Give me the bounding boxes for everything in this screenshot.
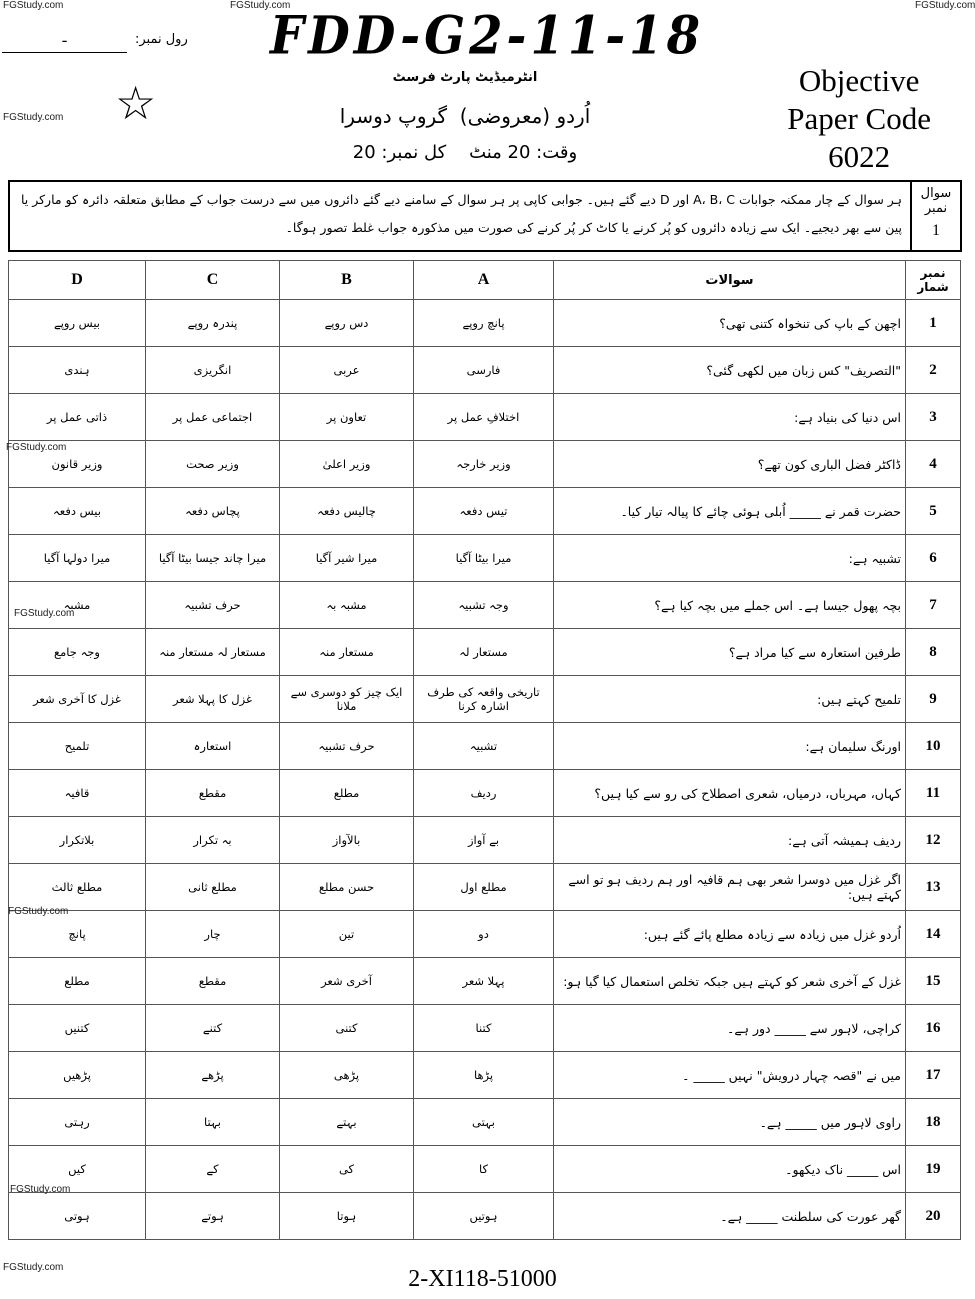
table-header bbox=[9, 261, 961, 300]
table-row bbox=[9, 864, 961, 911]
question-number: 7 bbox=[906, 582, 961, 629]
group: گروپ دوسرا bbox=[339, 104, 448, 128]
instructions-text: ہر سوال کے چار ممکنہ جوابات A، B، C اور D دیے گئے ہیں۔ جوابی کاپی پر ہر سوال کے سامنے دیے گئے دائروں میں سے درست جواب کے مطابق متعلقہ دائرہ کو مارکر یا پین سے بھر دیجیے۔ ایک سے زیادہ دائروں کو پُر کرنے یا کاٹ کر پُر کرنے کی صورت میں مذکورہ جواب غلط تصور ہوگا۔ bbox=[20, 192, 902, 235]
option-b: پڑھی bbox=[280, 1052, 414, 1099]
question-text: تلمیح کہتے ہیں: bbox=[554, 676, 906, 723]
option-b: بہتے bbox=[280, 1099, 414, 1146]
question-text: راوی لاہور میں _____ ہے۔ bbox=[554, 1099, 906, 1146]
option-d: میرا دولہا آگیا bbox=[9, 535, 146, 582]
paper-code-block bbox=[787, 62, 931, 176]
table-row bbox=[9, 535, 961, 582]
question-text: اس _____ ناک دیکھو۔ bbox=[554, 1146, 906, 1193]
option-c: پچاس دفعہ bbox=[146, 488, 280, 535]
question-number: 18 bbox=[906, 1099, 961, 1146]
option-d: ہندی bbox=[9, 347, 146, 394]
watermark: FGStudy.com bbox=[10, 1184, 71, 1195]
question-number: 12 bbox=[906, 817, 961, 864]
table-row bbox=[9, 394, 961, 441]
question-number-cell bbox=[910, 182, 960, 250]
watermark: FGStudy.com bbox=[3, 1262, 64, 1273]
question-text: ردیف ہمیشہ آتی ہے: bbox=[554, 817, 906, 864]
option-b: مطلع bbox=[280, 770, 414, 817]
option-c: استعارہ bbox=[146, 723, 280, 770]
table-row bbox=[9, 1099, 961, 1146]
question-number: 13 bbox=[906, 864, 961, 911]
option-a: ردیف bbox=[414, 770, 554, 817]
option-b: ہوتا bbox=[280, 1193, 414, 1240]
option-d: غزل کا آخری شعر bbox=[9, 676, 146, 723]
table-row bbox=[9, 441, 961, 488]
option-b: حرف تشبیہ bbox=[280, 723, 414, 770]
option-c: ہوتے bbox=[146, 1193, 280, 1240]
question-text: کہاں، مہرباں، درمیاں، شعری اصطلاح کی رو سے کیا ہیں؟ bbox=[554, 770, 906, 817]
option-a: بہتی bbox=[414, 1099, 554, 1146]
option-a: ہوتیں bbox=[414, 1193, 554, 1240]
question-number: 15 bbox=[906, 958, 961, 1005]
option-b: تعاون پر bbox=[280, 394, 414, 441]
option-a: تیس دفعہ bbox=[414, 488, 554, 535]
option-d: کیں bbox=[9, 1146, 146, 1193]
question-text: بچہ پھول جیسا ہے۔ اس جملے میں بچہ کیا ہے؟ bbox=[554, 582, 906, 629]
option-a: پانچ روپے bbox=[414, 300, 554, 347]
option-a: وجہ تشبیہ bbox=[414, 582, 554, 629]
table-row bbox=[9, 1193, 961, 1240]
table-row bbox=[9, 347, 961, 394]
question-text: اورنگ سلیمان ہے: bbox=[554, 723, 906, 770]
option-c: مقطع bbox=[146, 958, 280, 1005]
option-a: فارسی bbox=[414, 347, 554, 394]
table-row bbox=[9, 300, 961, 347]
option-a: تاریخی واقعہ کی طرف اشارہ کرنا bbox=[414, 676, 554, 723]
option-c: حرف تشبیہ bbox=[146, 582, 280, 629]
option-c: انگریزی bbox=[146, 347, 280, 394]
question-text: میں نے "قصہ چہار درویش" نہیں _____ ۔ bbox=[554, 1052, 906, 1099]
option-c: وزیر صحت bbox=[146, 441, 280, 488]
option-d: وزیر قانون bbox=[9, 441, 146, 488]
question-number: 1 bbox=[906, 300, 961, 347]
option-d: مطلع bbox=[9, 958, 146, 1005]
option-d: قافیہ bbox=[9, 770, 146, 817]
question-text: اُردو غزل میں زیادہ سے زیادہ مطلع پائے گئے ہیں: bbox=[554, 911, 906, 958]
option-c: غزل کا پہلا شعر bbox=[146, 676, 280, 723]
roll-number-field: ـ bbox=[2, 30, 127, 53]
table-row bbox=[9, 676, 961, 723]
option-a: کا bbox=[414, 1146, 554, 1193]
footer-code: 2-XI118-51000 bbox=[408, 1266, 557, 1292]
option-d: مشبہ bbox=[9, 582, 146, 629]
paper-code-label: Paper Code bbox=[787, 101, 931, 136]
header-question: سوالات bbox=[554, 261, 906, 300]
subject-title bbox=[300, 104, 630, 128]
question-text: غزل کے آخری شعر کو کہتے ہیں جبکہ تخلص استعمال کیا گیا ہو: bbox=[554, 958, 906, 1005]
watermark: FGStudy.com bbox=[14, 608, 75, 619]
table-row bbox=[9, 817, 961, 864]
question-number: 9 bbox=[906, 676, 961, 723]
table-row bbox=[9, 629, 961, 676]
table-row bbox=[9, 723, 961, 770]
table-row bbox=[9, 1005, 961, 1052]
option-a: اختلافِ عمل پر bbox=[414, 394, 554, 441]
option-b: میرا شیر آگیا bbox=[280, 535, 414, 582]
question-number: 10 bbox=[906, 723, 961, 770]
option-d: ہوتی bbox=[9, 1193, 146, 1240]
watermark: FGStudy.com bbox=[3, 0, 64, 11]
option-b: کی bbox=[280, 1146, 414, 1193]
option-a: پڑھا bbox=[414, 1052, 554, 1099]
table-row bbox=[9, 488, 961, 535]
option-b: آخری شعر bbox=[280, 958, 414, 1005]
question-text: اس دنیا کی بنیاد ہے: bbox=[554, 394, 906, 441]
option-b: مستعار منہ bbox=[280, 629, 414, 676]
question-text: کراچی، لاہور سے _____ دور ہے۔ bbox=[554, 1005, 906, 1052]
header-c: C bbox=[146, 261, 280, 300]
option-d: بیس روپے bbox=[9, 300, 146, 347]
option-c: چار bbox=[146, 911, 280, 958]
instructions-box bbox=[8, 180, 962, 252]
option-d: بلاتکرار bbox=[9, 817, 146, 864]
question-text: ڈاکٹر فضل الباری کون تھے؟ bbox=[554, 441, 906, 488]
option-b: تین bbox=[280, 911, 414, 958]
star-icon: ☆ bbox=[115, 76, 157, 130]
header-num: نمبر شمار bbox=[906, 261, 961, 300]
option-c: مقطع bbox=[146, 770, 280, 817]
table-row bbox=[9, 911, 961, 958]
option-d: ذاتی عمل پر bbox=[9, 394, 146, 441]
time-marks bbox=[300, 142, 630, 163]
objective-label: Objective bbox=[798, 63, 920, 98]
question-text: اچھن کے باپ کی تنخواہ کتنی تھی؟ bbox=[554, 300, 906, 347]
question-number: 20 bbox=[906, 1193, 961, 1240]
question-text: اگر غزل میں دوسرا شعر بھی ہم قافیہ اور ہم ردیف ہو تو اسے کہتے ہیں: bbox=[554, 864, 906, 911]
question-number: 19 bbox=[906, 1146, 961, 1193]
paper-code: 6022 bbox=[828, 139, 891, 174]
question-text: "التصریف" کس زبان میں لکھی گئی؟ bbox=[554, 347, 906, 394]
option-d: رہتی bbox=[9, 1099, 146, 1146]
option-b: حسن مطلع bbox=[280, 864, 414, 911]
question-number: 1 bbox=[932, 222, 940, 239]
option-c: اجتماعی عمل پر bbox=[146, 394, 280, 441]
table-row bbox=[9, 582, 961, 629]
option-b: کتنی bbox=[280, 1005, 414, 1052]
option-c: پندرہ روپے bbox=[146, 300, 280, 347]
watermark: FGStudy.com bbox=[230, 0, 291, 11]
table-row bbox=[9, 1052, 961, 1099]
question-text: طرفین استعارہ سے کیا مراد ہے؟ bbox=[554, 629, 906, 676]
question-number: 6 bbox=[906, 535, 961, 582]
option-a: مطلع اول bbox=[414, 864, 554, 911]
question-number: 11 bbox=[906, 770, 961, 817]
question-number: 17 bbox=[906, 1052, 961, 1099]
option-b: عربی bbox=[280, 347, 414, 394]
question-number: 4 bbox=[906, 441, 961, 488]
total-marks: کل نمبر: 20 bbox=[352, 142, 447, 163]
option-b: وزیر اعلیٰ bbox=[280, 441, 414, 488]
watermark: FGStudy.com bbox=[915, 0, 975, 11]
time: وقت: 20 منٹ bbox=[469, 142, 578, 163]
option-b: چالیس دفعہ bbox=[280, 488, 414, 535]
watermark: FGStudy.com bbox=[6, 442, 67, 453]
header-a: A bbox=[414, 261, 554, 300]
option-b: دس روپے bbox=[280, 300, 414, 347]
option-b: ایک چیز کو دوسری سے ملانا bbox=[280, 676, 414, 723]
option-a: بے آواز bbox=[414, 817, 554, 864]
option-a: وزیر خارجہ bbox=[414, 441, 554, 488]
option-c: بہ تکرار bbox=[146, 817, 280, 864]
option-b: مشبہ بہ bbox=[280, 582, 414, 629]
option-a: تشبیہ bbox=[414, 723, 554, 770]
option-d: پڑھیں bbox=[9, 1052, 146, 1099]
option-a: کتنا bbox=[414, 1005, 554, 1052]
question-number-label: سوال نمبر bbox=[920, 186, 952, 216]
watermark: FGStudy.com bbox=[3, 112, 64, 123]
question-number: 16 bbox=[906, 1005, 961, 1052]
roll-number-label: رول نمبر: bbox=[135, 32, 188, 47]
option-c: کے bbox=[146, 1146, 280, 1193]
question-number: 2 bbox=[906, 347, 961, 394]
option-d: مطلع ثالث bbox=[9, 864, 146, 911]
class-title: انٹرمیڈیٹ پارٹ فرسٹ bbox=[392, 70, 538, 85]
question-number: 5 bbox=[906, 488, 961, 535]
option-c: بہتا bbox=[146, 1099, 280, 1146]
question-text: حضرت قمر نے _____ اُبلی ہوئی چائے کا پیالہ تیار کیا۔ bbox=[554, 488, 906, 535]
option-c: میرا چاند جیسا بیٹا آگیا bbox=[146, 535, 280, 582]
mcq-table bbox=[8, 260, 961, 1240]
option-a: مستعار لہ bbox=[414, 629, 554, 676]
option-a: میرا بیٹا آگیا bbox=[414, 535, 554, 582]
option-a: دو bbox=[414, 911, 554, 958]
header-b: B bbox=[280, 261, 414, 300]
option-d: تلمیح bbox=[9, 723, 146, 770]
question-number: 14 bbox=[906, 911, 961, 958]
header-d: D bbox=[9, 261, 146, 300]
option-c: پڑھے bbox=[146, 1052, 280, 1099]
subject: اُردو (معروضی) bbox=[459, 104, 591, 128]
option-d: وجہ جامع bbox=[9, 629, 146, 676]
option-a: پہلا شعر bbox=[414, 958, 554, 1005]
option-c: کتنے bbox=[146, 1005, 280, 1052]
question-number: 8 bbox=[906, 629, 961, 676]
table-row bbox=[9, 1146, 961, 1193]
question-text: گھر عورت کی سلطنت _____ ہے۔ bbox=[554, 1193, 906, 1240]
watermark: FGStudy.com bbox=[8, 906, 69, 917]
option-d: پانچ bbox=[9, 911, 146, 958]
option-c: مطلع ثانی bbox=[146, 864, 280, 911]
option-d: کتنیں bbox=[9, 1005, 146, 1052]
option-b: بالآواز bbox=[280, 817, 414, 864]
question-text: تشبیہ ہے: bbox=[554, 535, 906, 582]
handwritten-code: FDD-G2-11-18 bbox=[270, 5, 704, 67]
table-row bbox=[9, 770, 961, 817]
option-c: مستعار لہ مستعار منہ bbox=[146, 629, 280, 676]
option-d: بیس دفعہ bbox=[9, 488, 146, 535]
table-row bbox=[9, 958, 961, 1005]
question-number: 3 bbox=[906, 394, 961, 441]
